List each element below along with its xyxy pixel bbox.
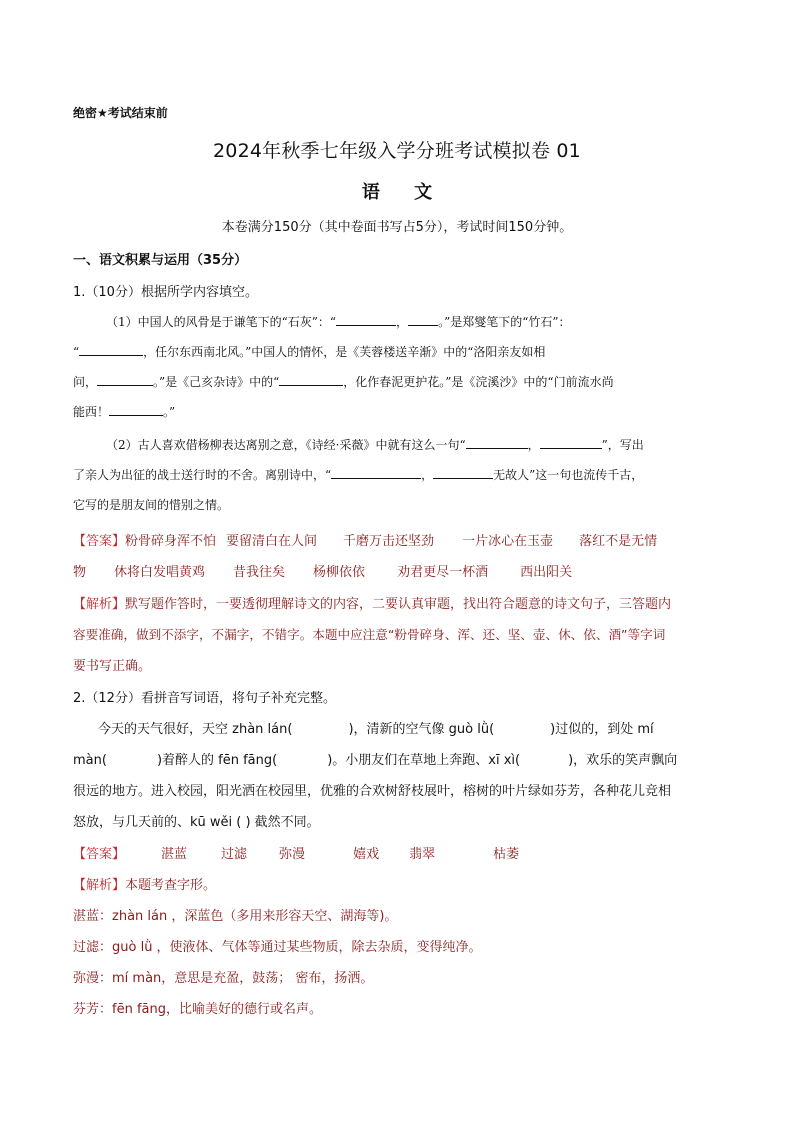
answer-tag: 【答案】: [73, 534, 126, 549]
q1-part1-line1: （1）中国人的风骨是于谦笔下的“石灰”：“ ， 。”是郑燮笔下的“竹石”：: [106, 315, 571, 329]
q1-part1-line4: 能西！ 。”: [73, 405, 176, 419]
q1-analysis-line1: 【解析】默写题作答时，一要透彻理解诗文的内容，二要认真审题，找出符合题意的诗文句子，三答题内: [73, 597, 672, 612]
section-heading: 一、语文积累与运用（35分）: [73, 253, 248, 268]
q1-answer-line2: 物 休将白发唱黄鸡 昔我往矣 杨柳依依 劝君更尽一杯酒 西出阳关: [73, 565, 573, 580]
answer-blank[interactable]: [466, 448, 528, 449]
analysis-tag: 【解析】: [73, 597, 126, 612]
answer-blank[interactable]: [408, 325, 438, 326]
q2-explanation: 弥漫：mí màn，意思是充盈，鼓荡； 密布，扬洒。: [73, 971, 374, 986]
q2-explanation: 湛蓝：zhàn lán ，深蓝色（多用来形容天空、湖海等)。: [73, 909, 398, 924]
q1-part2-line2: 了亲人为出征的战士送行时的不舍。离别诗中，“ ， 无故人”这一句也流传千古，: [73, 468, 644, 482]
answer-blank[interactable]: [540, 448, 602, 449]
q2-passage-line2: màn( )着醉人的 fēn fāng( )。小朋友们在草地上奔跑、xī xì( )，欢乐的笑声飘向: [73, 753, 678, 768]
q2-explanation: 芬芳：fēn fāng，比喻美好的德行或名声。: [73, 1002, 322, 1017]
q2-passage-line1: 今天的天气很好，天空 zhàn lán( )，清新的空气像 guò lǜ( )过似的，到处 mí: [98, 722, 654, 737]
q1-part1-line3: 问， 。”是《己亥杂诗》中的“ ，化作春泥更护花。”是《浣溪沙》中的“门前流水尚: [73, 375, 614, 389]
analysis-tag: 【解析】: [73, 878, 126, 893]
question-1-stem: 1.（10分）根据所学内容填空。: [73, 285, 258, 300]
question-2-stem: 2.（12分）看拼音写词语，将句子补充完整。: [73, 691, 336, 706]
page-title: 2024年秋季七年级入学分班考试模拟卷 01: [213, 140, 581, 162]
q1-part1-line2: “ ，任尔东西南北风。”中国人的情怀，是《芙蓉楼送辛渐》中的“洛阳亲友如相: [73, 345, 546, 359]
answer-blank[interactable]: [433, 478, 493, 479]
answer-blank[interactable]: [336, 325, 396, 326]
q1-answer-line1: 【答案】粉骨碎身浑不怕 要留清白在人间 千磨万击还坚劲 一片冰心在玉壶 落红不是无情: [73, 534, 658, 549]
q1-analysis-line3: 要书写正确。: [73, 659, 152, 674]
subject-title: 语 文: [361, 182, 447, 203]
q1-part2-line1: （2）古人喜欢借杨柳表达离别之意，《诗经·采薇》中就有这么一句“ ， ”，写出: [106, 438, 644, 452]
answer-blank[interactable]: [109, 415, 163, 416]
q2-analysis-intro: 【解析】本题考查字形。: [73, 878, 217, 893]
q1-analysis-line2: 容要准确，做到不添字，不漏字，不错字。本题中应注意“粉骨碎身、浑、还、坚、壶、休、依、酒”等字词: [73, 627, 666, 642]
answer-blank[interactable]: [279, 385, 343, 386]
q2-explanation: 过滤：guò lǜ ，使液体、气体等通过某些物质，除去杂质，变得纯净。: [73, 940, 482, 955]
q2-passage-line3: 很远的地方。进入校园，阳光洒在校园里，优雅的合欢树舒枝展叶，榕树的叶片绿如芬芳，各种花儿竞相: [73, 784, 672, 799]
q2-answer-line: 【答案】 湛蓝 过滤 弥漫 嬉戏 翡翠 枯萎: [73, 847, 520, 862]
answer-tag: 【答案】: [73, 847, 126, 862]
answer-blank[interactable]: [79, 355, 143, 356]
q1-part2-line3: 它写的是朋友间的惜别之情。: [73, 498, 230, 512]
answer-blank[interactable]: [97, 385, 153, 386]
answer-blank[interactable]: [331, 478, 421, 479]
q2-passage-line4: 怒放，与几天前的、kū wěi ( ) 截然不同。: [73, 815, 320, 830]
exam-info: 本卷满分150分（其中卷面书写占5分），考试时间150分钟。: [221, 220, 573, 235]
secret-label: 绝密★考试结束前: [73, 106, 168, 120]
